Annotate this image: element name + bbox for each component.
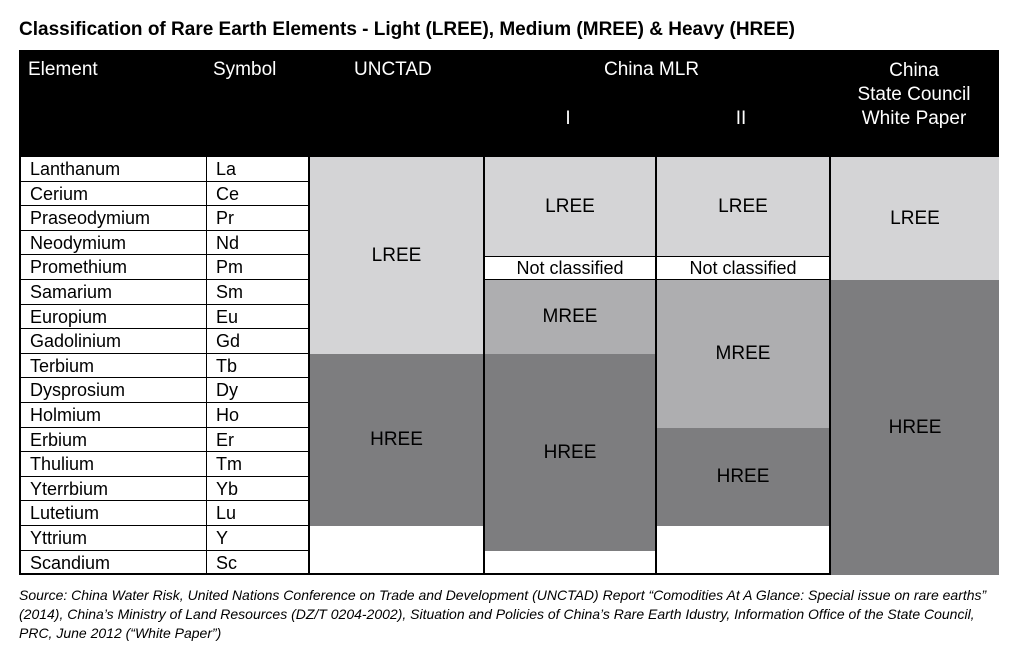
header-mlr-i: I — [565, 108, 571, 129]
mlr2-not-classified-label: Not classified — [689, 257, 797, 278]
element-name: Praseodymium — [30, 208, 151, 229]
mlr1-mree-block — [485, 280, 655, 354]
element-symbol: Nd — [206, 231, 310, 255]
unctad-lree-block — [310, 157, 483, 354]
element-name: Erbium — [30, 429, 88, 450]
mlr2-not-classified-block — [657, 256, 829, 280]
mlr1-lree-block — [485, 157, 655, 256]
element-name: Gadolinium — [30, 331, 122, 352]
mlr2-lree-label: LREE — [718, 195, 768, 217]
element-symbol: Pm — [206, 255, 310, 279]
header-white-paper-line1: China — [889, 60, 939, 81]
mlr1-hree-label: HREE — [543, 441, 597, 463]
element-name: Lutetium — [30, 503, 100, 524]
table-header — [19, 50, 999, 155]
table-row — [21, 428, 310, 453]
table-row — [21, 354, 310, 379]
header-white-paper-line3: White Paper — [861, 108, 967, 129]
element-symbol: Sc — [206, 551, 310, 576]
element-name: Holmium — [30, 405, 102, 425]
table-row — [21, 280, 310, 305]
element-symbol: Ho — [206, 403, 310, 427]
element-symbol: Ce — [206, 182, 310, 206]
mlr1-lree-label: LREE — [545, 195, 595, 217]
element-name: Terbium — [30, 355, 95, 376]
element-symbol: Sm — [206, 280, 310, 304]
element-name: Lanthanum — [30, 159, 121, 179]
element-symbol: Gd — [206, 329, 310, 353]
table-row — [21, 452, 310, 477]
header-mlr-ii: II — [735, 108, 747, 129]
divider-mlr2 — [655, 157, 657, 573]
element-name: Promethium — [30, 257, 128, 278]
table-row — [21, 206, 310, 231]
header-unctad: UNCTAD — [354, 59, 432, 80]
mlr1-mree-label: MREE — [542, 306, 598, 327]
element-symbol: Eu — [206, 305, 310, 329]
unctad-lree-label: LREE — [371, 244, 422, 266]
element-name: Cerium — [30, 183, 89, 204]
table-row — [21, 378, 310, 403]
table-row — [21, 157, 310, 182]
table-row — [21, 305, 310, 330]
mlr2-lree-block — [657, 157, 829, 256]
table-row — [21, 526, 310, 551]
unctad-hree-block — [310, 354, 483, 526]
wp-lree-block — [831, 157, 999, 280]
divider-unctad — [308, 157, 310, 573]
source-note: Source: China Water Risk, United Nations Conference on Trade and Development (UNCTAD) Report “Comodities At A Glance: Special issue on rare earths” (2014), China’s Ministry of Land Resources (DZ/T 0204-2002), Situation and Policies of China’s Rare Earth Idustry, Information Office of the State Council, PRC, June 2012 (“White Paper”) — [19, 587, 987, 641]
wp-lree-label: LREE — [890, 207, 940, 229]
element-name: Thulium — [30, 454, 95, 475]
table-row — [21, 255, 310, 280]
table-body — [19, 155, 999, 575]
header-symbol: Symbol — [213, 59, 277, 80]
element-name: Europium — [30, 306, 108, 327]
element-symbol: Y — [206, 526, 310, 550]
table-row — [21, 551, 310, 576]
header-white-paper-line2: State Council — [857, 84, 971, 105]
element-name: Dysprosium — [30, 380, 126, 401]
mlr1-not-classified-label: Not classified — [516, 257, 624, 278]
unctad-hree-label: HREE — [370, 429, 423, 450]
element-name: Scandium — [30, 552, 111, 573]
header-china-mlr: China MLR — [604, 59, 700, 80]
element-symbol: Pr — [206, 206, 310, 230]
table-row — [21, 403, 310, 428]
divider-white-paper — [829, 157, 831, 573]
page-title: Classification of Rare Earth Elements - Light (LREE), Medium (MREE) & Heavy (HREE) — [19, 19, 795, 40]
element-symbol: La — [206, 157, 310, 181]
classification-table — [19, 50, 999, 575]
element-symbol: Yb — [206, 477, 310, 501]
divider-mlr1 — [483, 157, 485, 573]
mlr2-hree-label: HREE — [716, 466, 770, 487]
element-symbol: Er — [206, 428, 310, 452]
table-row — [21, 477, 310, 502]
header-element: Element — [28, 59, 98, 80]
mlr2-mree-block — [657, 280, 829, 428]
wp-hree-block — [831, 280, 999, 575]
mlr2-hree-block — [657, 428, 829, 526]
element-name: Neodymium — [30, 232, 127, 253]
element-symbol: Dy — [206, 378, 310, 402]
table-row — [21, 182, 310, 207]
element-symbol: Tm — [206, 452, 310, 476]
mlr1-not-classified-block — [485, 256, 655, 280]
wp-hree-label: HREE — [888, 416, 942, 438]
table-row — [21, 231, 310, 256]
table-row — [21, 329, 310, 354]
mlr2-mree-label: MREE — [715, 343, 771, 364]
element-name: Yttrium — [30, 528, 88, 548]
element-symbol: Tb — [206, 354, 310, 378]
element-symbol: Lu — [206, 501, 310, 525]
table-row — [21, 501, 310, 526]
element-name: Yterrbium — [30, 478, 109, 499]
mlr1-hree-block — [485, 354, 655, 551]
element-name: Samarium — [30, 282, 113, 302]
